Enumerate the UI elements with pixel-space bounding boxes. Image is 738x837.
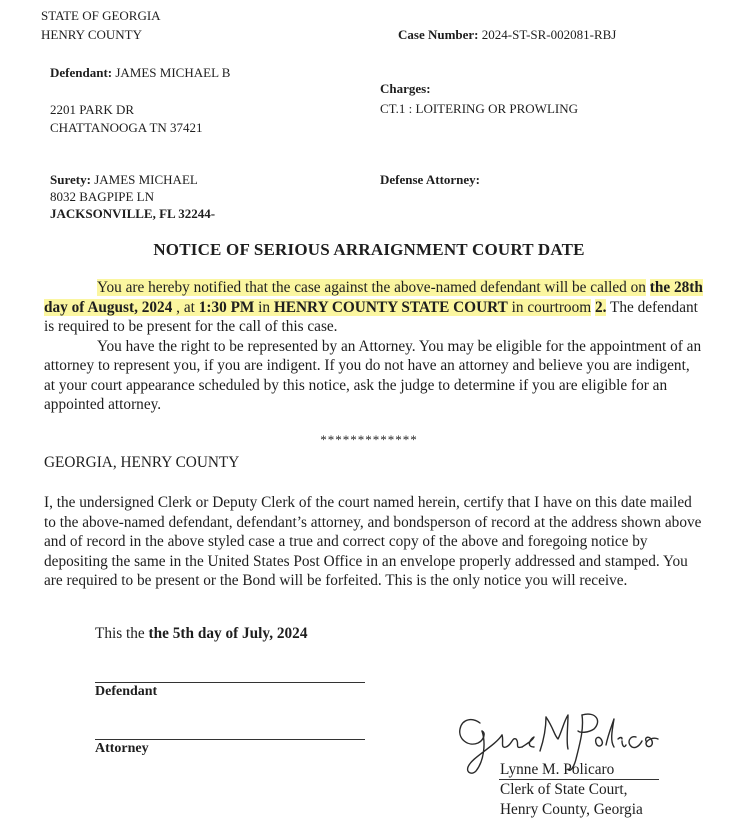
defendant-signature-line [95, 682, 365, 683]
notice-body [44, 278, 704, 415]
surety-address-line2: JACKSONVILLE, FL 32244- [50, 206, 216, 221]
case-number-value: 2024-ST-SR-002081-RBJ [481, 27, 617, 42]
attorney-rights-text: You have the right to be represented by an Attorney. You may be eligible for the appointment of an attorney to represent you, if you are indigent. If you do not have an attorney and believe you are indigent, at your court appearance scheduled by this notice, ask the judge to determine if you are eligible for an appointed attorney. [44, 337, 702, 413]
notice-title: NOTICE OF SERIOUS ARRAIGNMENT COURT DATE [153, 240, 585, 259]
notice-courtroom-text: in courtroom [507, 298, 592, 316]
clerk-name: Lynne M. Policaro [500, 761, 615, 778]
case-number-label: Case Number: [398, 27, 479, 42]
attorney-signature-label: Attorney [95, 741, 149, 756]
defendant-block [50, 65, 230, 81]
clerk-title: Clerk of State Court, [500, 781, 628, 798]
defendant-address-line1: 2201 PARK DR [50, 102, 135, 117]
surety-address-line1: 8032 BAGPIPE LN [50, 189, 155, 204]
dated-line [95, 625, 307, 643]
presence-requirement: The defendant is required to be present for the call of this case. [44, 298, 698, 335]
clerk-signature-line [499, 779, 659, 780]
certificate-text: I, the undersigned Clerk or Deputy Clerk of the court named herein, certify that I have on this date mailed to the above-named defendant, defendant’s attorney, and bondsperson of record at the address shown above and of record in the above styled case a true and correct copy of the above and foregoing notice by depositing the same in the United States Post Office in an envelope properly addressed and stamped. You are required to be present or the Bond will be forfeited. This is the only notice you will receive. [44, 494, 702, 589]
charge-item: CT.1 : LOITERING OR PROWLING [380, 101, 578, 116]
dated-prefix: This the [95, 625, 149, 642]
hearing-time: 1:30 PM [198, 298, 255, 316]
separator: ************* [320, 432, 418, 447]
state-label: STATE OF GEORGIA [41, 8, 161, 23]
defendant-label: Defendant: [50, 65, 113, 80]
surety-label: Surety: [50, 172, 91, 187]
hearing-date: the 28th day of August, 2024 [44, 279, 703, 316]
courtroom-number: 2. [594, 298, 607, 316]
defendant-name: JAMES MICHAEL B [115, 65, 231, 80]
notice-paragraph-2 [44, 337, 704, 415]
clerk-court: Henry County, Georgia [500, 801, 643, 818]
defendant-signature-label: Defendant [95, 684, 158, 699]
court-name: HENRY COUNTY STATE COURT [273, 298, 508, 316]
case-number [398, 27, 616, 43]
certificate-venue: GEORGIA, HENRY COUNTY [44, 454, 240, 471]
notice-intro: You are hereby notified that the case against the above-named defendant will be called on [97, 279, 646, 296]
defendant-address-line2: CHATTANOOGA TN 37421 [50, 120, 203, 135]
county-label: HENRY COUNTY [41, 27, 142, 42]
notice-connector-at: , at [172, 298, 199, 316]
attorney-signature-line [95, 739, 365, 740]
surety-block [50, 172, 198, 188]
defense-attorney-label: Defense Attorney: [380, 172, 480, 187]
dated-date: the 5th day of July, 2024 [148, 625, 308, 642]
notice-connector-in: in [254, 298, 274, 316]
surety-name: JAMES MICHAEL [94, 172, 198, 187]
charges-label: Charges: [380, 81, 431, 96]
notice-paragraph-1 [44, 278, 704, 337]
